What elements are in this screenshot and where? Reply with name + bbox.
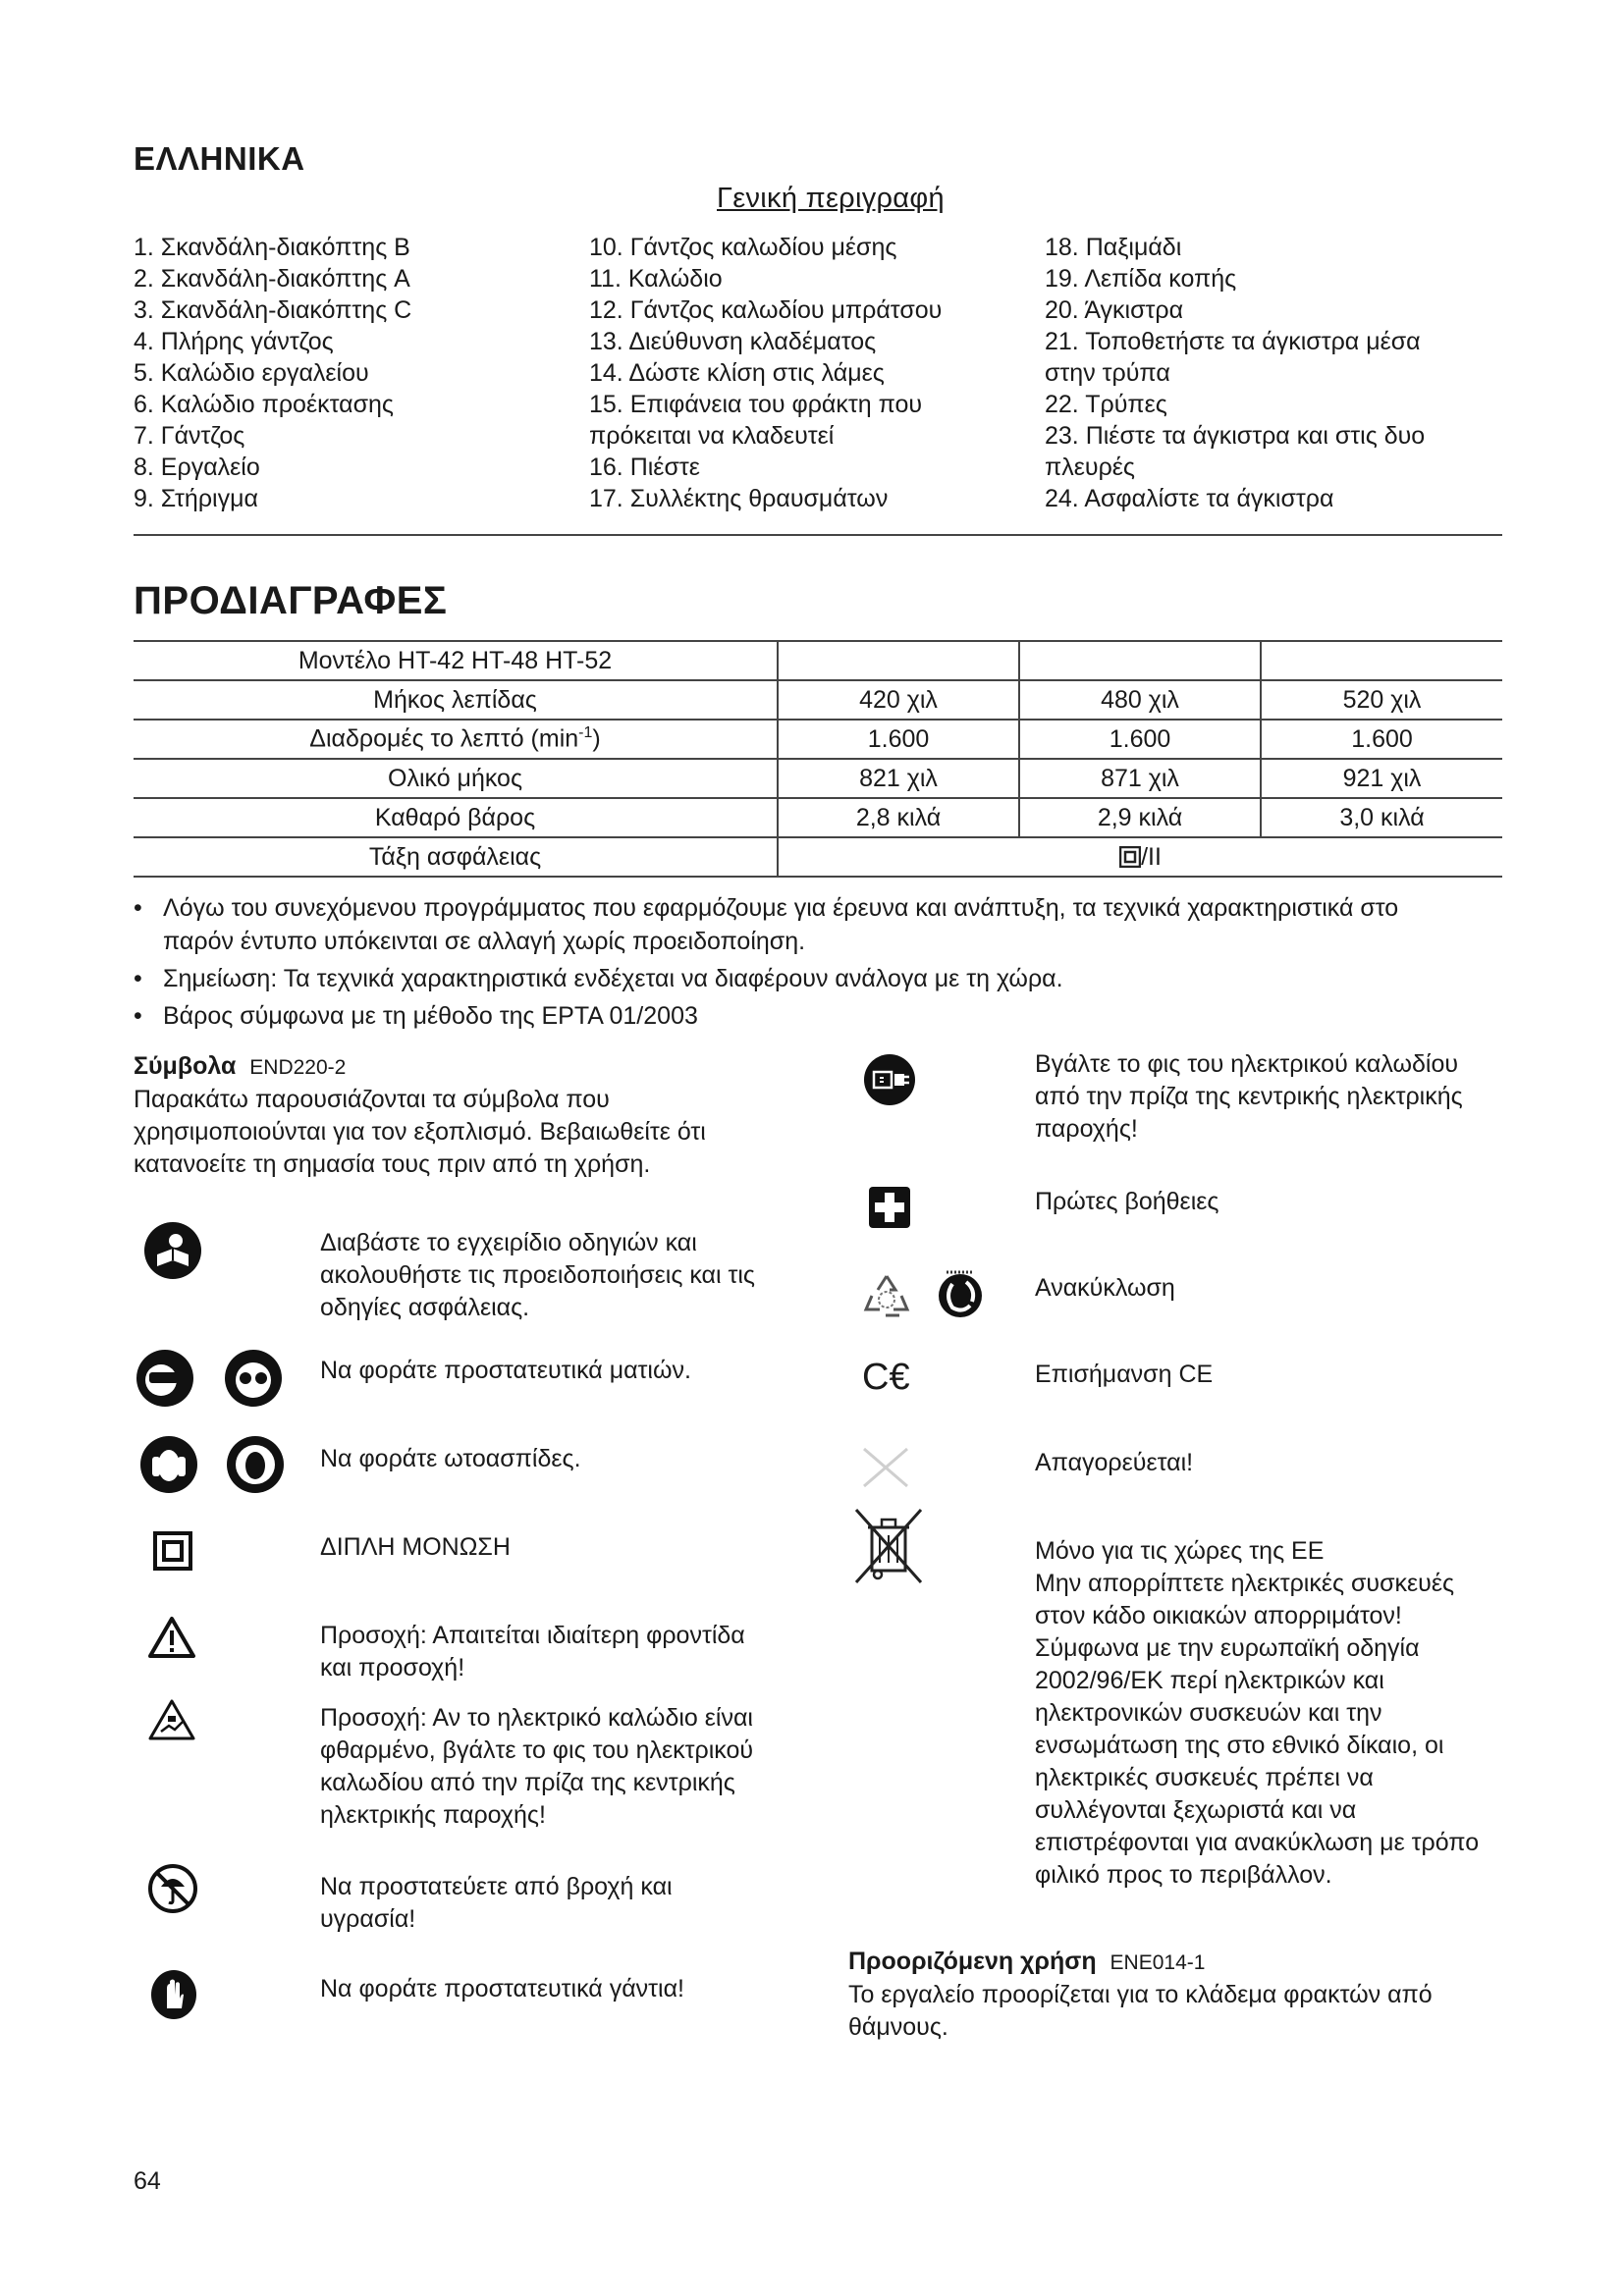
cell-value: 1.600 (1019, 720, 1261, 759)
intended-use-heading: Προοριζόμενη χρήση ENE014-1 (848, 1948, 1206, 1975)
parts-list-col-1 (134, 232, 411, 514)
table-row (134, 798, 1502, 837)
list-item: 4. Πλήρης γάντζος (134, 328, 334, 355)
specs-title: ΠΡΟΔΙΑΓΡΑΦΕΣ (134, 579, 448, 622)
symbol-desc: Επισήμανση CE (1035, 1361, 1214, 1388)
symbol-desc: Απαγορεύεται! (1035, 1449, 1194, 1476)
list-item: 9. Στήριγμα (134, 485, 258, 512)
read-manual-icon (143, 1221, 202, 1280)
list-item: 7. Γάντζος (134, 422, 245, 450)
table-row (134, 759, 1502, 798)
ear-muffs-icon (226, 1435, 285, 1494)
list-item: 16. Πιέστε (589, 454, 700, 481)
cell-value: 1.600 (1261, 720, 1502, 759)
list-item: 11. Καλώδιο (589, 265, 723, 293)
specs-table (134, 640, 1502, 878)
language-heading: ΕΛΛΗΝΙΚΑ (134, 140, 305, 177)
list-item: 12. Γάντζος καλωδίου μπράτσου (589, 296, 943, 324)
table-row (134, 641, 1502, 680)
list-item: 10. Γάντζος καλωδίου μέσης (589, 234, 897, 261)
list-item: 14. Δώστε κλίση στις λάμες (589, 359, 885, 387)
table-row (134, 720, 1502, 759)
warning-icon (147, 1616, 196, 1659)
ear-protection-icon (139, 1435, 198, 1494)
symbol-desc: ΔΙΠΛΗ ΜΟΝΩΣΗ (320, 1533, 511, 1561)
weee-desc: Μόνο για τις χώρες της ΕΕ Μην απορρίπτετε ηλεκτρικές συσκευές στον κάδο οικιακών απορριμάτον! Σύμφωνα με την ευρωπαϊκή οδηγία 2002/96/ΕΚ περί ηλεκτρικών και ηλεκτρονικών συσκευών και την ενσωμάτωση της στο εθνικό δίκαιο, οι ηλεκτρικές συσκευές πρέπει να συλλέγονται ξεχωριστά και να επιστρέφονται για ανακύκλωση με τρόπο φιλικό προς το περιβάλλον. (1035, 1537, 1480, 1889)
weee-bin-icon (852, 1506, 925, 1586)
green-dot-icon (933, 1266, 988, 1321)
symbol-desc: Προσοχή: Απαιτείται ιδιαίτερη φροντίδα και προσοχή! (320, 1622, 745, 1682)
list-item: 13. Διεύθυνση κλαδέματος (589, 328, 877, 355)
cell-value: 821 χιλ (778, 759, 1019, 798)
list-item: 8. Εργαλείο (134, 454, 260, 481)
list-item: 17. Συλλέκτης θραυσμάτων (589, 485, 889, 512)
list-item: 20. Άγκιστρα (1045, 296, 1184, 324)
cell-value: 2,8 κιλά (778, 798, 1019, 837)
table-row (134, 837, 1502, 877)
symbol-desc: Να φοράτε προστατευτικά γάντια! (320, 1975, 684, 2002)
model-label: Μοντέλο HT-42 HT-48 HT-52 (134, 641, 778, 680)
list-item: 6. Καλώδιο προέκτασης (134, 391, 394, 418)
double-insulation-icon (153, 1531, 192, 1571)
row-label: Μήκος λεπίδας (134, 680, 778, 720)
symbol-desc: Να φοράτε προστατευτικά ματιών. (320, 1357, 691, 1384)
symbols-heading: Σύμβολα END220-2 (134, 1052, 347, 1080)
list-item: 5. Καλώδιο εργαλείου (134, 359, 369, 387)
general-description-title: Γενική περιγραφή (717, 183, 945, 214)
gloves-icon (149, 1969, 198, 2020)
symbol-desc: Να προστατεύετε από βροχή και υγρασία! (320, 1873, 673, 1933)
cell-value: 520 χιλ (1261, 680, 1502, 720)
parts-list-col-2 (589, 232, 942, 514)
recycle-icon (860, 1270, 913, 1321)
symbol-desc: Να φοράτε ωτοασπίδες. (320, 1445, 581, 1472)
row-label: Καθαρό βάρος (134, 798, 778, 837)
symbol-desc: Προσοχή: Αν το ηλεκτρικό καλώδιο είναι φθαρμένο, βγάλτε το φις του ηλεκτρικού καλωδίου από την πρίζα της κεντρικής ηλεκτρικής παροχής! (320, 1704, 754, 1829)
list-item: 3. Σκανδάλη-διακόπτης C (134, 296, 412, 324)
list-item: 2. Σκανδάλη-διακόπτης A (134, 265, 410, 293)
ce-mark-icon: C€ (862, 1357, 910, 1398)
symbol-desc: Ανακύκλωση (1035, 1274, 1175, 1302)
cell-value: 1.600 (778, 720, 1019, 759)
first-aid-icon (868, 1186, 911, 1229)
list-item: 23. Πιέστε τα άγκιστρα και στις δυο (1045, 422, 1426, 450)
list-item: 24. Ασφαλίστε τα άγκιστρα (1045, 485, 1334, 512)
goggles-icon (224, 1349, 283, 1408)
parts-list-col-3 (1045, 232, 1425, 514)
list-item: 22. Τρύπες (1045, 391, 1167, 418)
row-label: Τάξη ασφάλειας (134, 837, 778, 877)
cell-value: 3,0 κιλά (1261, 798, 1502, 837)
safety-class-value: /II (778, 837, 1502, 877)
cell-value: 480 χιλ (1019, 680, 1261, 720)
unplug-icon (862, 1052, 917, 1107)
cell-value: 2,9 κιλά (1019, 798, 1261, 837)
list-item: 18. Παξιμάδι (1045, 234, 1182, 261)
list-item: πρόκειται να κλαδευτεί (589, 422, 835, 450)
cell-value: 420 χιλ (778, 680, 1019, 720)
row-label: Ολικό μήκος (134, 759, 778, 798)
symbols-intro: Παρακάτω παρουσιάζονται τα σύμβολα που χρησιμοποιούνται για τον εξοπλισμό. Βεβαιωθείτε ότι κατανοείτε τη σημασία τους πριν από τη χρήση. (134, 1086, 706, 1178)
intended-use-text: Το εργαλείο προορίζεται για το κλάδεμα φρακτών από θάμνους. (848, 1981, 1433, 2041)
prohibited-icon (858, 1443, 913, 1492)
eye-protection-icon (135, 1349, 194, 1408)
list-item: 15. Επιφάνεια του φράκτη που (589, 391, 923, 418)
list-item: στην τρύπα (1045, 359, 1170, 387)
list-item: πλευρές (1045, 454, 1135, 481)
symbol-desc: Διαβάστε το εγχειρίδιο οδηγιών και ακολουθήστε τις προειδοποιήσεις και τις οδηγίες ασφάλειας. (320, 1229, 755, 1321)
list-item: 19. Λεπίδα κοπής (1045, 265, 1237, 293)
cell-value: 921 χιλ (1261, 759, 1502, 798)
double-insulation-icon (1119, 846, 1141, 868)
section-divider (134, 534, 1502, 536)
no-rain-icon (147, 1863, 198, 1914)
list-item: 21. Τοποθετήστε τα άγκιστρα μέσα (1045, 328, 1421, 355)
cell-value: 871 χιλ (1019, 759, 1261, 798)
damaged-cord-warning-icon (147, 1698, 196, 1741)
table-row (134, 680, 1502, 720)
symbol-desc: Βγάλτε το φις του ηλεκτρικού καλωδίου από την πρίζα της κεντρικής ηλεκτρικής παροχής! (1035, 1050, 1463, 1143)
symbol-desc: Πρώτες βοήθειες (1035, 1188, 1219, 1215)
page-number: 64 (134, 2167, 161, 2195)
list-item: 1. Σκανδάλη-διακόπτης B (134, 234, 410, 261)
row-label: Διαδρομές το λεπτό $(\min^{-1})$ (134, 720, 778, 759)
